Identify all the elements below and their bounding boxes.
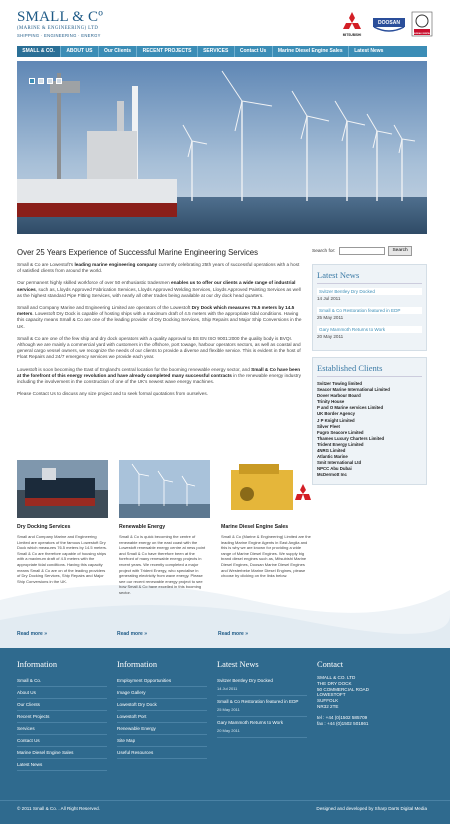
intro-text: Small & Co are Lowestoft's — [17, 262, 75, 267]
footer-contact — [317, 660, 427, 726]
client-item: Trinity House — [317, 399, 345, 405]
slide-dot-3[interactable] — [47, 78, 53, 84]
news-date: 14 Jul 2011 — [317, 296, 341, 301]
site-footer — [0, 648, 450, 824]
footer-link[interactable]: Lowestoft Port — [117, 711, 207, 723]
intro-text: . Lowestoft Dry Dock is capable of hosting ships with a maximum draft of 4.5 meters with the appropriate tidal conditions. Having this capacity means Small & Co are one of the leading provider of Dry Docking Services, Ship Repairs and Major Ship Conversions in the UK. — [17, 311, 302, 329]
search-label: Search for: — [312, 248, 336, 254]
service-engine-sales — [221, 460, 312, 596]
news-item — [317, 288, 422, 301]
footer-information-1 — [17, 660, 107, 771]
nav-item-contact[interactable]: Contact Us — [235, 46, 273, 57]
doosan-label: DOOSAN — [378, 20, 400, 26]
client-item: NPCC Abu Dubai — [317, 466, 352, 472]
intro-bold: Dry Dock which measures 76.5 meters by 14.5 meters — [17, 305, 295, 317]
news-link[interactable]: Small & Co Restoration featured in EDP — [317, 307, 422, 314]
slide-dot-4[interactable] — [56, 78, 62, 84]
nav-item-news[interactable]: Latest News — [354, 48, 384, 54]
client-item: Silver Fleet — [317, 423, 340, 429]
logo-subtitle: (MARINE & ENGINEERING) LTD — [17, 26, 99, 31]
service-dry-docking — [17, 460, 108, 596]
intro-paragraph-1 — [17, 262, 303, 274]
client-item: Thames Luxury Charters Limited — [317, 435, 385, 441]
site-header — [0, 0, 450, 44]
slide-dot-2[interactable] — [38, 78, 44, 84]
footer-news-item[interactable] — [217, 675, 307, 696]
nav-item-services[interactable]: SERVICES — [198, 46, 235, 57]
hero-slideshow — [17, 61, 427, 234]
service-renewable-energy — [119, 460, 210, 596]
client-item: Atlantic Marine — [317, 454, 348, 460]
intro-text: Small and Company Marine and Engineering Limited are operators of the Lowestoft — [17, 305, 192, 311]
intro-paragraph-2 — [17, 280, 303, 299]
doosan-logo[interactable] — [372, 11, 406, 37]
slide-dot-1[interactable] — [29, 78, 35, 84]
service-text: Small and Company Marine and Engineering Limited are operators of the famous Lowestoft Dry Dock which measures 76.5 meters by 14.5 meters. Small & Co are therefore capable of housing ships with a maximum draft of 4.5 meters with the appropriate tidal conditions. Having this capacity means Small & Co are on of the leading providers of Dry Docking Services, Ship Repairs and Major Ship Conversions in the UK. — [17, 534, 108, 584]
news-link[interactable]: Svitzer Bentley Dry Docked — [317, 288, 422, 295]
renewable-thumbnail[interactable] — [119, 460, 210, 518]
client-item: J P Knight Limited — [317, 417, 355, 423]
designer-credit[interactable]: Designed and developed by Sharp Darts Digital Media — [316, 806, 427, 811]
footer-link[interactable]: Latest News — [17, 759, 107, 771]
read-more-renewable[interactable]: Read more » — [117, 631, 148, 637]
news-item — [317, 307, 422, 320]
address-line: NR32 2TE — [317, 703, 339, 709]
latest-news-box — [312, 264, 427, 351]
footer-news-title: Small & Co Restoration featured in EDP — [217, 699, 299, 704]
nav-item-clients[interactable]: Our Clients — [99, 46, 138, 57]
client-item: UK Border Agency — [317, 411, 356, 417]
footer-link[interactable]: Contact Us — [17, 735, 107, 747]
footer-news-item[interactable] — [217, 696, 307, 717]
footer-link[interactable]: Small & Co. — [17, 675, 107, 687]
footer-heading: Information — [117, 660, 158, 669]
news-date: 20 May 2011 — [317, 334, 344, 339]
footer-link[interactable]: Site Map — [117, 735, 207, 747]
footer-heading: Information — [17, 660, 58, 669]
footer-news — [217, 660, 307, 738]
service-title: Dry Docking Services — [17, 524, 71, 530]
service-title: Renewable Energy — [119, 524, 166, 530]
dry-dock-image — [17, 460, 108, 518]
intro-section — [17, 248, 303, 403]
footer-link[interactable]: About Us — [17, 687, 107, 699]
sidebar — [312, 244, 427, 485]
client-item: P and O Marine services Limited — [317, 405, 384, 411]
nav-item-about[interactable]: ABOUT US — [61, 46, 99, 57]
address-line: THE DRY DOCK — [317, 680, 352, 686]
footer-link[interactable]: Renewable Energy — [117, 723, 207, 735]
client-item: Smit International Ltd — [317, 460, 362, 466]
nav-item-home[interactable]: SMALL & CO. — [17, 46, 61, 57]
intro-text: in the renewable energy industry including the involvement in the construction of one of the UK's newest wave energy machines. — [17, 372, 301, 385]
read-more-dry-docking[interactable]: Read more » — [17, 631, 48, 637]
client-item: Dover Harbour Board — [317, 393, 361, 399]
intro-paragraph-5 — [17, 367, 303, 386]
footer-bottom-bar — [0, 800, 450, 824]
news-item — [317, 326, 422, 339]
footer-heading: Contact — [317, 660, 344, 669]
search-button[interactable]: Search — [388, 246, 411, 256]
footer-link[interactable]: Marine Diesel Engine Sales — [17, 747, 107, 759]
footer-news-item[interactable] — [217, 717, 307, 738]
footer-link[interactable]: Useful Resources — [117, 747, 207, 759]
wind-turbines-image — [119, 460, 210, 518]
address-line: SUFFOLK — [317, 698, 339, 704]
fax-number: fax : +44 (0)1502 501861 — [317, 720, 369, 726]
bureau-veritas-label: BUREAU VERITAS — [413, 33, 431, 35]
client-item: Fugro Seacore Limited — [317, 429, 364, 435]
nav-item-projects[interactable]: RECENT PROJECTS — [137, 46, 198, 57]
slide-indicators — [29, 78, 62, 84]
address-line: LOWESTOFT — [317, 692, 346, 698]
latest-news-title: Latest News — [317, 270, 422, 284]
partner-logos — [337, 11, 433, 37]
footer-link[interactable]: Employment Opportunities — [117, 675, 207, 687]
footer-link[interactable]: Lowestoft Dry Dock — [117, 699, 207, 711]
mitsubishi-icon — [337, 11, 367, 33]
intro-title: Over 25 Years Experience of Successful Marine Engineering Services — [17, 248, 258, 257]
footer-news-date: 25 May 2011 — [217, 707, 240, 712]
footer-link[interactable]: Services — [17, 723, 107, 735]
intro-bold: Small & Co have been at the forefront of this energy revolution and have already completed many successful contracts — [17, 366, 301, 378]
nav-item-engine-sales[interactable]: Marine Diesel Engine Sales — [273, 46, 349, 57]
intro-text: Our permanent highly skilled workforce of over 50 enthusiastic tradesmen — [17, 280, 171, 286]
search-input[interactable] — [339, 247, 385, 255]
client-item: Seacor Marine International Limited — [317, 387, 390, 393]
mitsubishi-logo[interactable] — [337, 11, 367, 37]
news-link[interactable]: Gary Mammoth Returns to Work — [317, 326, 422, 333]
service-text: Small & Co (Marine & Engineering) Limited are the leading Marine Engine Agents in East Anglia and this is why we are known for providing a wide range of Marine Diesel Engines. We supply big brand diesel engines such as, Mitsubishi Marine Diesel Engines, Doosan Marine Diesel Engines and Westerbeke Marine Diesel Engines, please choose by clicking on the links below. — [221, 534, 311, 579]
logo-tagline: SHIPPING · ENGINEERING · ENERGY — [17, 33, 101, 38]
intro-paragraph-6: Please Contact Us to discuss any size project and to seek formal quotations from ourselves. — [17, 391, 208, 397]
service-text: Small & Co is quick becoming the centre of renewable energy on the east coast with the Lowestoft renewable energy centre at ness point and Small & Co have therefore been at the forefront of many renewable energy projects in recent years. We recently completed a major project with Trident Energy, who specialise in generating electricity from wave energy. Please see our recent renewable energy project to see how Small & Co have excelled in this booming sector. — [119, 534, 206, 595]
footer-link[interactable]: Image Gallery — [117, 687, 207, 699]
address-line: SMALL & CO. LTD — [317, 675, 356, 680]
client-item: 4NRG Limited — [317, 448, 346, 454]
intro-bold: leading marine engineering company — [74, 262, 158, 267]
intro-text: Lowestoft is soon becoming the East of England's central location for the booming renewable energy sector, and — [17, 366, 252, 372]
footer-news-title: Svitzer Bentley Dry Docked — [217, 678, 273, 683]
footer-information-2 — [117, 660, 207, 759]
intro-bold: enables us to offer our clients a wide range of industrial services — [17, 280, 296, 292]
news-date: 25 May 2011 — [317, 315, 344, 320]
intro-paragraph-4: Small & Co are one of the few ship and dry dock operators with a quality approval to BS EN ISO 9001:2000 the quality body is BVQI. Although we are mainly a commercial yard with customers in the offshore, port towage, harbour operators sectors, as well as coastal and general cargo vessel owners, we recognize the needs of our clients to provide a diverse and flexible service. This is evident in the host of Float Repairs and 24/7 emergency services we provide each year. — [17, 335, 301, 360]
logo-title: SMALL & Cº — [17, 9, 104, 25]
service-title: Marine Diesel Engine Sales — [221, 524, 289, 530]
footer-news-date: 20 May 2011 — [217, 728, 240, 733]
mitsubishi-label: MITSUBISHI — [342, 33, 362, 37]
footer-heading: Latest News — [217, 660, 259, 669]
main-nav — [17, 46, 427, 57]
client-item: Svitzer Towing limited — [317, 381, 363, 386]
engine-thumbnail[interactable] — [221, 460, 312, 518]
services-columns — [17, 460, 427, 596]
client-item: McDermott Inc — [317, 472, 347, 478]
phone-number: tel : +44 (0)1502 585709 — [317, 714, 368, 720]
intro-text: , such as, Lloyds Approved Fabrication Services, Lloyds Approved Welding Services, Lloyds Approved Painting Services as well as the highest standard Pipe Fitting Services, with nearly all other trades being available at our dry dock head quarters. — [17, 286, 301, 298]
intro-text: currently celebrating 25th years of successful operations with a host of satisfied clients from around the world. — [17, 262, 300, 274]
wind-farm-image — [17, 61, 427, 234]
footer-news-date: 14 Jul 2011 — [217, 686, 238, 691]
read-more-engines[interactable]: Read more » — [218, 631, 249, 637]
client-item: Trident Energy Limited — [317, 441, 364, 447]
address-line: 50 COMMERCIAL ROAD — [317, 686, 369, 692]
engine-image — [221, 460, 312, 518]
company-logo[interactable] — [17, 10, 103, 38]
footer-news-title: Gary Mammoth Returns to Work — [217, 720, 284, 725]
footer-link[interactable]: Recent Projects — [17, 711, 107, 723]
footer-link[interactable]: Our Clients — [17, 699, 107, 711]
bureau-veritas-logo[interactable] — [411, 11, 433, 37]
intro-paragraph-3 — [17, 305, 303, 330]
search-form — [312, 244, 427, 258]
copyright: © 2011 Small & Co. . All Right Reserved. — [17, 806, 100, 811]
clients-title: Established Clients — [317, 363, 422, 377]
dry-dock-thumbnail[interactable] — [17, 460, 108, 518]
